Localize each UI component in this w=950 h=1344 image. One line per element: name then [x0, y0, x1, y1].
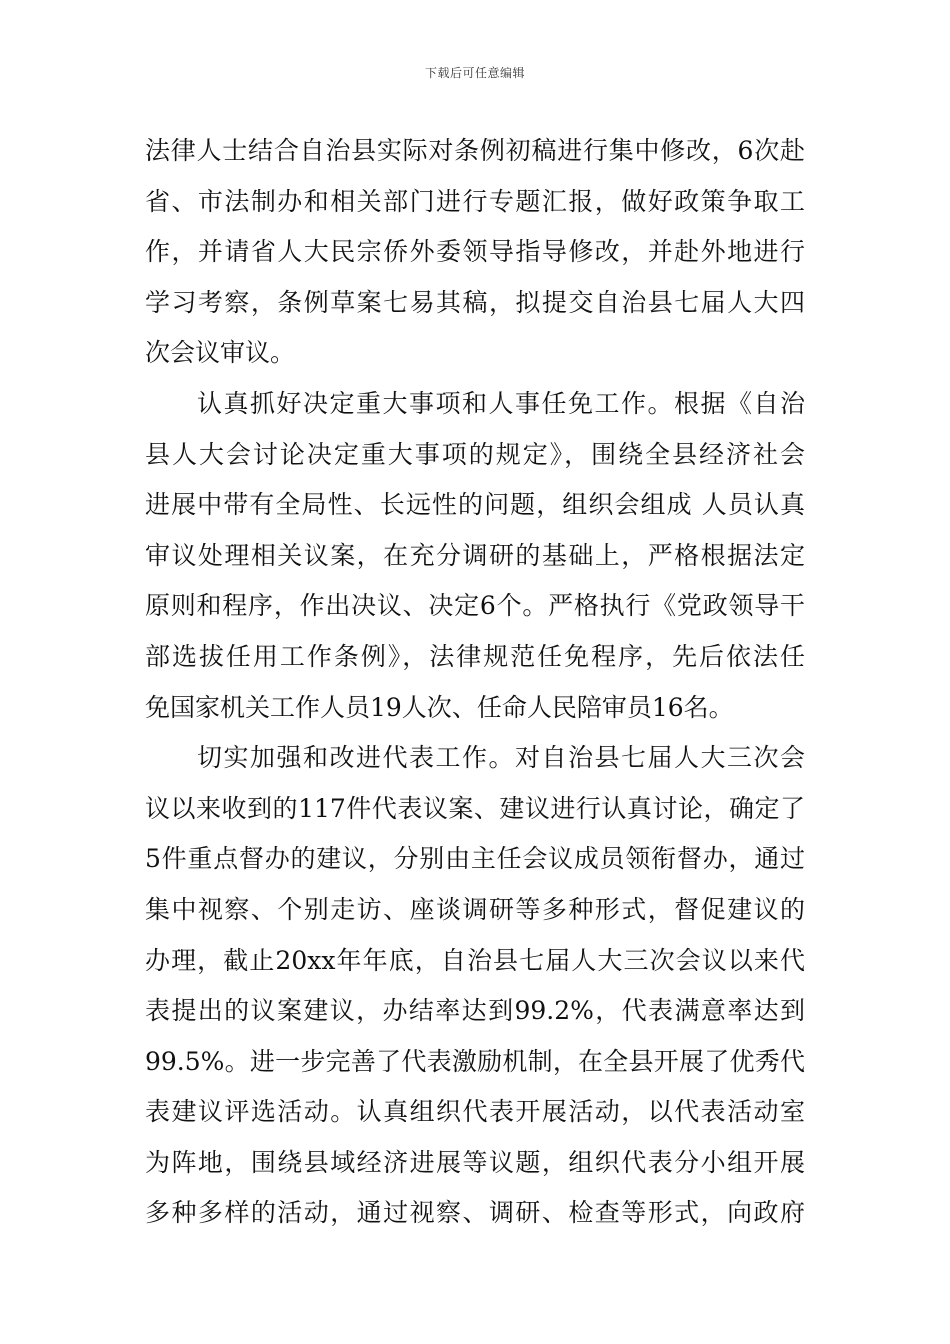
- text-line: 学习考察，条例草案七易其稿，拟提交自治县七届人大四: [145, 287, 805, 317]
- text-line: 多种多样的活动，通过视察、调研、检查等形式，向政府: [145, 1198, 805, 1228]
- paragraph-representative-work: [145, 733, 805, 1239]
- text-line: 部选拔任用工作条例》，法律规范任免程序，先后依法任: [145, 641, 805, 671]
- text-line: 99.5%。进一步完善了代表激励机制，在全县开展了优秀代: [145, 1046, 805, 1076]
- text-line: 次会议审议。: [145, 338, 296, 368]
- text-line: 表建议评选活动。认真组织代表开展活动，以代表活动室: [145, 1097, 805, 1127]
- text-line: 省、市法制办和相关部门进行专题汇报，做好政策争取工: [145, 186, 805, 216]
- text-line: 原则和程序，作出决议、决定6个。严格执行《党政领导干: [145, 591, 805, 621]
- text-line: 办理，截止20xx年年底，自治县七届人大三次会议以来代: [145, 945, 805, 975]
- page-header-note: 下载后可任意编辑: [424, 66, 525, 80]
- text-line: 集中视察、个别走访、座谈调研等多种形式，督促建议的: [145, 894, 805, 924]
- text-line: 进展中带有全局性、长远性的问题，组织会组成 人员认真: [145, 490, 805, 520]
- text-line: 认真抓好决定重大事项和人事任免工作。根据《自治: [197, 388, 805, 418]
- text-line: 县人大会讨论决定重大事项的规定》，围绕全县经济社会: [145, 439, 805, 469]
- text-line: 审议处理相关议案，在充分调研的基础上，严格根据法定: [145, 540, 805, 570]
- text-line: 法律人士结合自治县实际对条例初稿进行集中修改，6次赴: [145, 136, 805, 165]
- text-line: 为阵地，围绕县域经济进展等议题，组织代表分小组开展: [145, 1147, 805, 1177]
- text-line: 切实加强和改进代表工作。对自治县七届人大三次会: [197, 743, 805, 773]
- text-line: 免国家机关工作人员19人次、任命人民陪审员16名。: [145, 692, 734, 722]
- paragraph-major-decisions: [145, 379, 805, 733]
- text-line: 作，并请省人大民宗侨外委领导指导修改，并赴外地进行: [145, 237, 805, 267]
- paragraph-legislation: [145, 126, 805, 379]
- text-line: 5件重点督办的建议，分别由主任会议成员领衔督办，通过: [145, 844, 805, 874]
- document-body: [145, 126, 805, 1239]
- text-line: 议以来收到的117件代表议案、建议进行认真讨论，确定了: [145, 793, 805, 823]
- text-line: 表提出的议案建议，办结率达到99.2%，代表满意率达到: [145, 996, 805, 1026]
